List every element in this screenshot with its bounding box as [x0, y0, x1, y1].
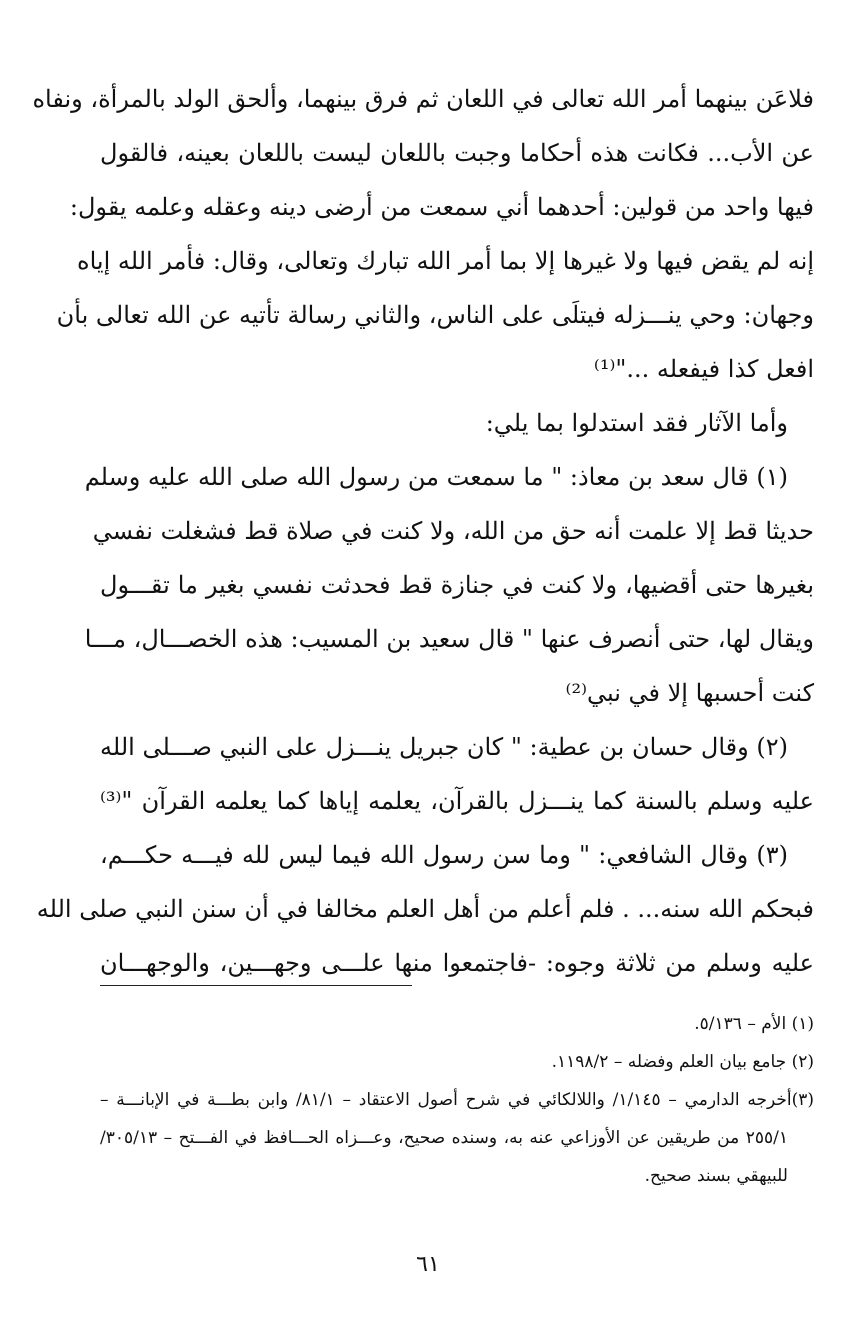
text-line: افعل كذا فيفعله ..."⁽¹⁾: [593, 355, 814, 383]
text-line: عليه وسلم بالسنة كما ينـــزل بالقرآن، يعلمه إياها كما يعلمه القرآن "⁽³⁾: [100, 787, 814, 815]
footnote-separator: [100, 985, 412, 986]
text-line: فبحكم الله سنه... . فلم أعلم من أهل العلم مخالفا في أن سنن النبي صلى الله: [36, 895, 814, 923]
footnote-continuation: للبيهقي بسند صحيح.: [644, 1166, 788, 1186]
text-line: بغيرها حتى أقضيها، ولا كنت في جنازة قط فحدثت نفسي بغير ما تقـــول: [100, 571, 814, 599]
page-number: ٦١: [416, 1252, 440, 1277]
main-text: [32, 72, 814, 990]
text-line: (١) قال سعد بن معاذ: " ما سمعت من رسول الله صلى الله عليه وسلم: [84, 463, 788, 491]
footnote: (٣)أخرجه الدارمي – ١/١٤٥/ واللالكائي في شرح أصول الاعتقاد – ٨١/١/ وابن بطـــة في الإبانـــة –: [100, 1090, 814, 1110]
text-line: فلاعَن بينهما أمر الله تعالى في اللعان ثم فرق بينهما، وألحق الولد بالمرأة، ونفاه: [32, 85, 814, 113]
text-line: عن الأب... فكانت هذه أحكاما وجبت باللعان ليست باللعان بعينه، فالقول: [100, 139, 814, 167]
text-line: إنه لم يقض فيها ولا غيرها إلا بما أمر الله تبارك وتعالى، وقال: فأمر الله إياه: [77, 247, 814, 275]
text-line: عليه وسلم من ثلاثة وجوه: -فاجتمعوا منها علـــى وجهـــين، والوجهـــان: [100, 949, 814, 977]
footnote: (٢) جامع بيان العلم وفضله – ١١٩٨/٢.: [551, 1052, 814, 1072]
text-line: كنت أحسبها إلا في نبي⁽²⁾: [565, 679, 814, 707]
footnotes: [100, 1005, 814, 1195]
text-line: وأما الآثار فقد استدلوا بما يلي:: [485, 409, 788, 437]
text-line: (٢) وقال حسان بن عطية: " كان جبريل ينـــزل على النبي صـــلى الله: [100, 733, 788, 761]
text-line: ويقال لها، حتى أنصرف عنها " قال سعيد بن المسيب: هذه الخصـــال، مـــا: [84, 625, 814, 653]
text-line: حديثا قط إلا علمت أنه حق من الله، ولا كنت في صلاة قط فشغلت نفسي: [92, 517, 814, 545]
text-line: (٣) وقال الشافعي: " وما سن رسول الله فيما ليس لله فيـــه حكـــم،: [100, 841, 788, 869]
text-line: فيها واحد من قولين: أحدهما أني سمعت من أرضى دينه وعقله وعلمه يقول:: [69, 193, 814, 221]
footnote: (١) الأم – ٥/١٣٦.: [694, 1014, 814, 1034]
text-line: وجهان: وحي ينـــزله فيتلَى على الناس، والثاني رسالة تأتيه عن الله تعالى بأن: [56, 301, 814, 329]
footnote-continuation: ٢٥٥/١ من طريقين عن الأوزاعي عنه به، وسنده صحيح، وعـــزاه الحـــافظ في الفـــتح – ٣٠٥/١٣/: [100, 1128, 788, 1148]
